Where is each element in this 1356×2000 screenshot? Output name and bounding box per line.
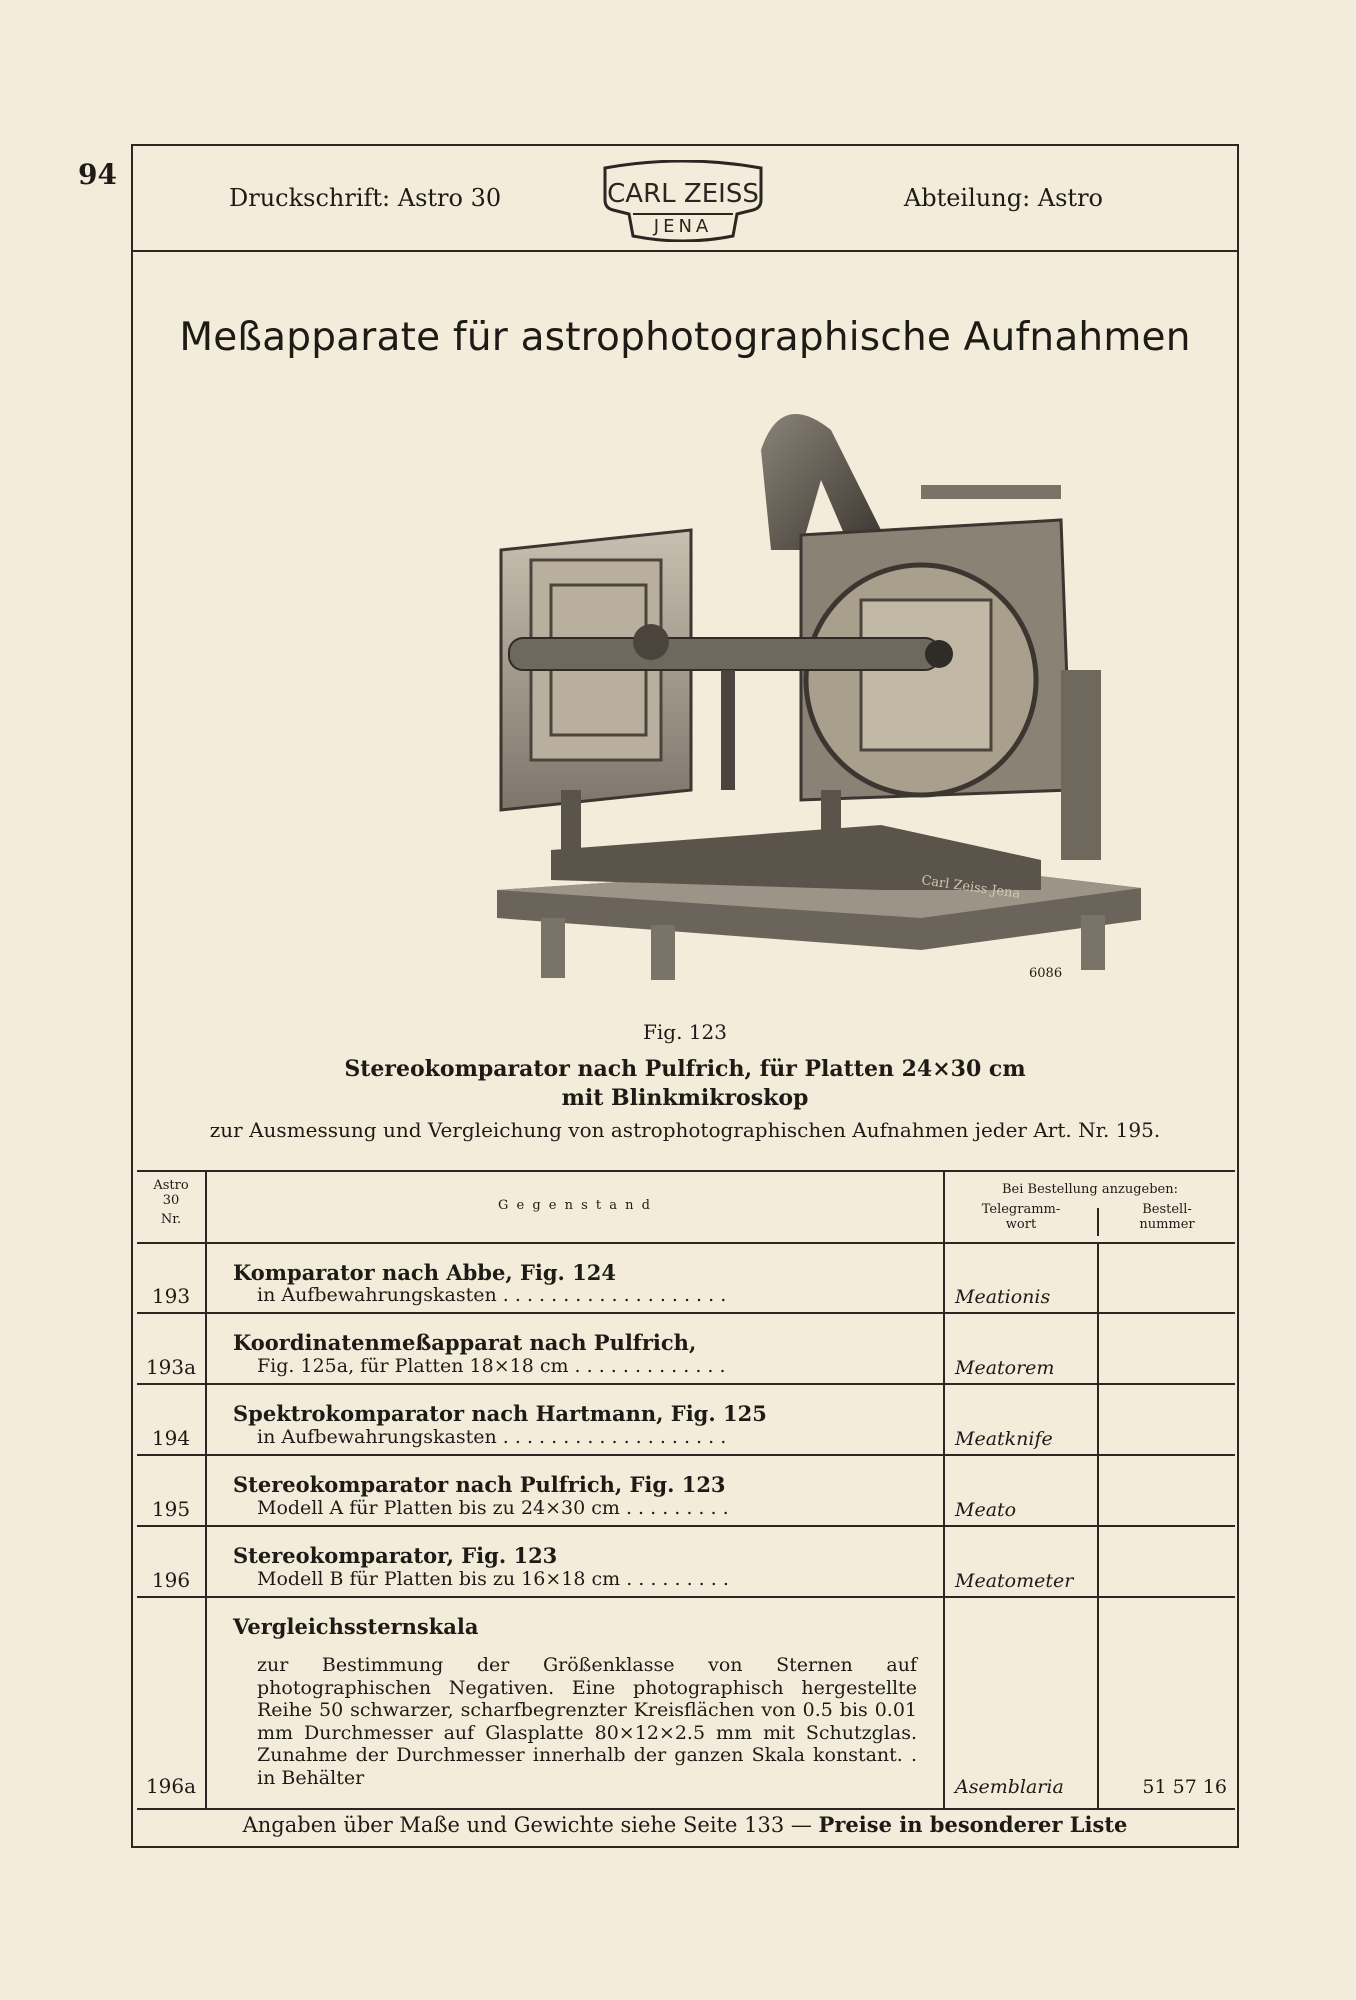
header-nr: Astro 30 Nr.	[153, 1178, 189, 1227]
svg-text:JENA: JENA	[653, 216, 713, 237]
page-header	[133, 146, 1237, 252]
header-gegenstand: G e g e n s t a n d	[498, 1198, 652, 1213]
header-order-note: Bei Bestellung anzugeben:	[1001, 1182, 1178, 1197]
page-number: 94	[78, 158, 117, 191]
stereocomparator-illustration	[361, 370, 1201, 980]
figure-caption-title: Stereokomparator nach Pulfrich, für Platten 24×30 cm	[344, 1056, 1026, 1082]
header-bestell: Bestell- nummer	[1139, 1202, 1195, 1232]
svg-text:Carl Zeiss Jena: Carl Zeiss Jena	[920, 873, 1022, 902]
carl-zeiss-logo	[597, 160, 769, 242]
svg-text:CARL ZEISS: CARL ZEISS	[607, 179, 759, 209]
figure-caption-description: zur Ausmessung und Vergleichung von astrophotographischen Aufnahmen jeder Art. Nr. 195.	[209, 1118, 1161, 1142]
catalog-table: Astro 30 Nr. G e g e n s t a n d Bei Bestellung anzugeben: Telegramm- wort Bestell- nummer 193 Komparator nach Abbe, Fig. 124 in Aufbewahrungskasten . . . . . . . . . . . . . . . . . . . Meationis 193a Koordinatenmeßapparat nach Pulfrich, Fig. 125a, für Platten 18×18 cm . . . . . . . . . . . . . Meatorem 194 Spektrokomparator nach Hartmann, Fig. 125 in Aufbewahrungskasten . . . . . . . . . . . . . . . . . . . Meatknife 195 Stereokomparator nach Pulfrich, Fig. 123 Modell A für Platten bis zu 24×30 cm . . . . . . . . . Meato 196 Stereokomparator, Fig. 123 Modell B für Platten bis zu 16×18 cm . . . . . . . . . Meatometer 196a Vergleichssternskala zur Bestimmung der Größenklasse von Sternen auf photographischen Negativen. Eine photographisch hergestellte Reihe 50 schwarzer, scharfbegrenzter Kreisflächen von 0.5 bis 0.01 mm Durchmesser auf Glasplatte 80×12×2.5 mm mit Schutzglas. Zunahme der Durchmesser innerhalb der ganzen Skala konstant. . in Behälter Asemblaria 51 57 16	[137, 1170, 1235, 1848]
footer-note: Angaben über Maße und Gewichte siehe Seite 133 —	[242, 1813, 812, 1837]
figure-label: Fig. 123	[643, 1020, 727, 1044]
plate-number: 6086	[1029, 966, 1063, 981]
table-row-description: 196a Vergleichssternskala zur Bestimmung der Größenklasse von Sternen auf photographischen Negativen. Eine photographisch hergestellte Reihe 50 schwarzer, scharfbegrenzter Kreisflächen von 0.5 bis 0.01 mm Durchmesser auf Glasplatte 80×12×2.5 mm mit Schutzglas. Zunahme der Durchmesser innerhalb der ganzen Skala konstant. . in Behälter Asemblaria 51 57 16	[145, 1614, 1227, 1798]
page-title: Meßapparate für astrophotographische Aufnahmen	[179, 315, 1191, 360]
page-footer	[133, 1812, 1237, 1837]
brochure-label: Druckschrift: Astro 30	[229, 184, 502, 212]
footer-prices: Preise in besonderer Liste	[818, 1812, 1128, 1837]
header-telegramm: Telegramm- wort	[981, 1202, 1061, 1232]
catalog-frame	[131, 144, 1239, 1848]
scale-description: zur Bestimmung der Größenklasse von Sternen auf photographischen Negativen. Eine photographisch hergestellte Reihe 50 schwarzer, scharfbegrenzter Kreisflächen von 0.5 bis 0.01 mm Durchmesser auf Glasplatte 80×12×2.5 mm mit Schutzglas. Zunahme der Durchmesser innerhalb der ganzen Skala konstant. . in Behälter	[257, 1654, 917, 1789]
department-label: Abteilung: Astro	[903, 184, 1103, 212]
figure-caption-subtitle: mit Blinkmikroskop	[561, 1085, 809, 1111]
